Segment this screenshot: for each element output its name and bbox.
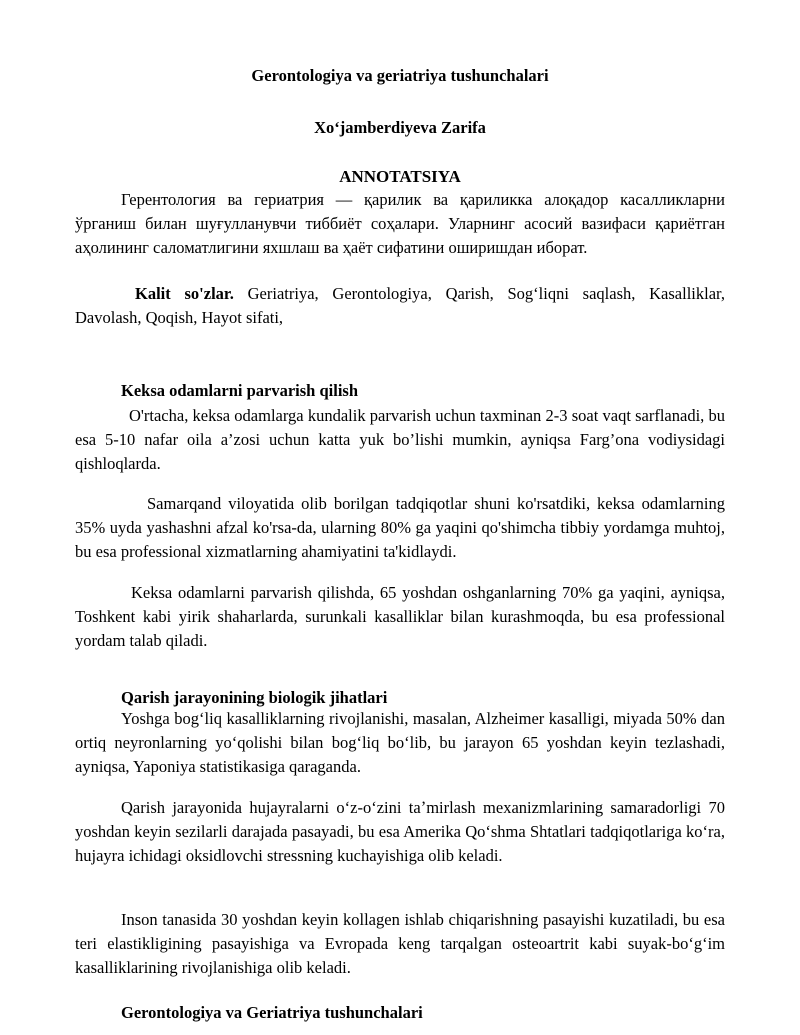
paper-title: Gerontologiya va geriatriya tushunchalari (251, 66, 549, 85)
annotation-heading: ANNOTATSIYA (339, 167, 461, 186)
biology-paragraph-2: Qarish jarayonida hujayralarni oʻz-oʻzini taʼmirlash mexanizmlarining samaradorligi 70 yoshdan keyin sezilarli darajada pasayadi, bu esa Amerika Qoʻshma Shtatlari tadqiqotlariga koʻra, hujayra ichidagi oksidlovchi stressning kuchayishiga olib keladi. (75, 798, 725, 865)
annotation-paragraph (75, 188, 725, 260)
section-heading-biology: Qarish jarayonining biologik jihatlari (121, 688, 388, 707)
biology-paragraph-3: Inson tanasida 30 yoshdan keyin kollagen ishlab chiqarishning pasayishi kuzatiladi, bu esa teri elastikligining pasayishiga va Evropada keng tarqalgan osteoartrit kabi suyak-boʻgʻim kasalliklarining rivojlanishiga olib keladi. (75, 910, 725, 977)
care-paragraph-1: O'rtacha, keksa odamlarga kundalik parvarish uchun taxminan 2-3 soat vaqt sarflanadi, bu esa 5-10 nafar oila a’zosi uchun katta yuk bo’lishi mumkin, ayniqsa Farg’ona vodiysidagi qishloqlarda. (75, 406, 725, 473)
care-paragraph-2: Samarqand viloyatida olib borilgan tadqiqotlar shuni ko'rsatdiki, keksa odamlarning 35% uyda yashashni afzal ko'rsa-da, ularning 80% ga yaqini qo'shimcha tibbiy yordamga muhtoj, bu esa professional xizmatlarning ahamiyatini ta'kidlaydi. (75, 494, 725, 561)
keywords-text: Geriatriya, Gerontologiya, Qarish, Sogʻliqni saqlash, Kasalliklar, Davolash, Qoqish, Hayot sifati, (75, 284, 725, 327)
author-name: Xoʻjamberdiyeva Zarifa (314, 118, 486, 137)
annotation-text: Герентология ва гериатрия — қарилик ва қариликка алоқадор касалликларни ўрганиш билан шуғулланувчи тиббиёт соҳалари. Уларнинг асосий вазифаси қариётган аҳолининг саломатлигини яхшлаш ва ҳаёт сифатини оширишдан иборат. (75, 190, 725, 257)
keywords-label: Kalit so'zlar. (135, 284, 234, 303)
section-heading-care: Keksa odamlarni parvarish qilish (121, 381, 359, 400)
biology-paragraph-1: Yoshga bogʻliq kasalliklarning rivojlanishi, masalan, Alzheimer kasalligi, miyada 50% dan ortiq neyronlarning yoʻqolishi bilan bogʻliq boʻlib, bu jarayon 65 yoshdan keyin tezlashadi, ayniqsa, Yaponiya statistikasiga qaraganda. (75, 709, 725, 776)
care-paragraph-3: Keksa odamlarni parvarish qilishda, 65 yoshdan oshganlarning 70% ga yaqini, ayniqsa, Toshkent kabi yirik shaharlarda, surunkali kasalliklar bilan kurashmoqda, bu esa professional yordam talab qiladi. (75, 583, 725, 650)
keywords-paragraph (75, 282, 725, 330)
section-heading-concepts: Gerontologiya va Geriatriya tushunchalari (121, 1003, 423, 1022)
